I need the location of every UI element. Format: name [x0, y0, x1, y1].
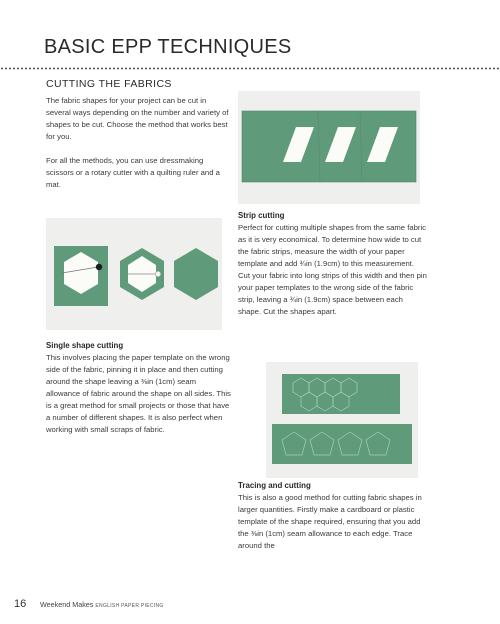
page-number: 16 [14, 598, 27, 610]
strip-cutting-heading: Strip cutting [238, 211, 285, 220]
section-name: ENGLISH PAPER PIECING [95, 603, 164, 609]
running-footer [40, 600, 164, 609]
single-shape-photo [46, 218, 222, 330]
pin-head [155, 271, 161, 277]
single-shape-heading: Single shape cutting [46, 341, 124, 350]
single-shape-text: This involves placing the paper template on the wrong side of the fabric, pinning it in place and then cutting around the shape leaving a ⅜in (1cm) seam allowance of fabric around the shape on all sides. This is a great method for small projects or those that have a number of different shapes. It is also perfect when working with small scraps of fabric. [46, 353, 231, 434]
page-title: BASIC EPP TECHNIQUES [44, 36, 292, 58]
strip-cutting-illustration [238, 91, 420, 204]
magazine-name: Weekend Makes [40, 600, 94, 609]
tracing-cutting-text: This is also a good method for cutting fabric shapes in larger quantities. Firstly make a cardboard or plastic template of the shape required, ensuring that you add the ⅜in (1cm) seam allowance to each edge. Trace around the [238, 493, 422, 550]
fabric-piece-traced-pentagons [272, 424, 412, 464]
strip-cutting-text: Perfect for cutting multiple shapes from the same fabric as it is very economical. To determine how wide to cut the fabric strips, measure the width of your paper template and add ¾in (1.9cm) to this measurement. Cut your fabric into long strips of this width and then pin your paper templates to the wrong side of the fabric strip, leaving a ¾in (1.9cm) space between each shape. Cut the shapes apart. [238, 223, 427, 316]
strip-cutting-photo [238, 91, 420, 204]
fabric-piece-traced-hexagons [282, 374, 400, 414]
intro-paragraph: For all the methods, you can use dressmaking scissors or a rotary cutter with a quilting ruler and a mat. [46, 156, 220, 189]
intro-paragraph: The fabric shapes for your project can be cut in several ways depending on the number and variety of shapes to be cut. Choose the method that works best for you. [46, 96, 229, 141]
tracing-cutting-illustration [266, 362, 418, 478]
tracing-cutting-photo [266, 362, 418, 478]
pin-head [96, 264, 102, 270]
section-heading: CUTTING THE FABRICS [46, 78, 172, 90]
fabric-hexagon [174, 248, 218, 300]
single-shape-illustration [46, 218, 222, 330]
dotted-divider [0, 67, 500, 70]
intro-text [46, 95, 232, 191]
tracing-cutting-heading: Tracing and cutting [238, 481, 311, 490]
